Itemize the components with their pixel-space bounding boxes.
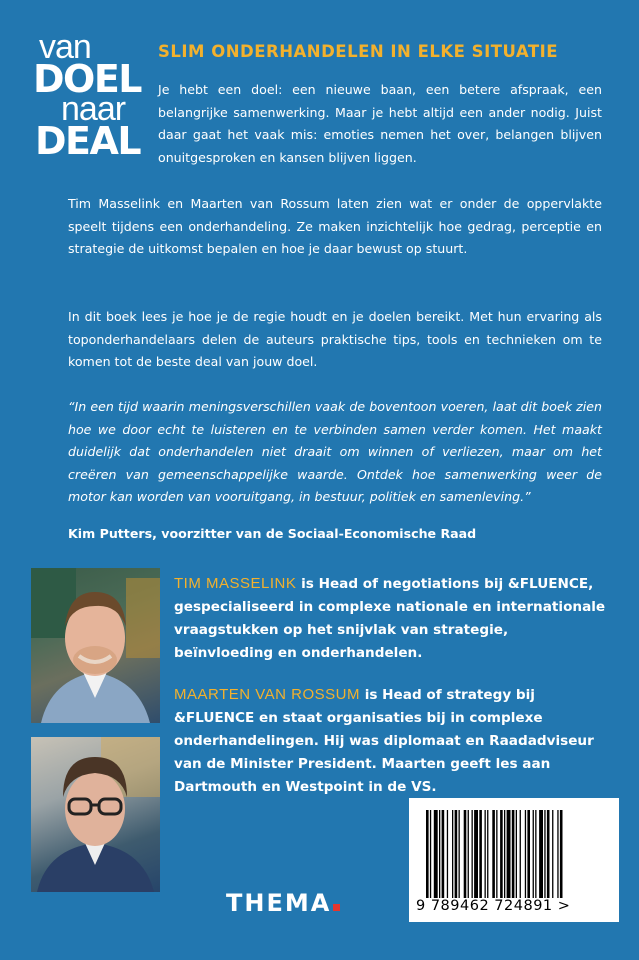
author-bio-text: is Head of negotiations bij &FLUENCE, gespecialiseerd in complexe nationale en internationale vraagstukken op het snijvlak van strategie, beïnvloeding en onderhandelen. bbox=[174, 576, 606, 661]
headline: SLIM ONDERHANDELEN IN ELKE SITUATIE bbox=[158, 42, 559, 61]
book-logo bbox=[33, 28, 151, 163]
logo-word-van: van bbox=[39, 28, 91, 66]
logo-word-doel: DOEL bbox=[33, 57, 142, 101]
author-name: TIM MASSELINK bbox=[174, 575, 297, 592]
author-name: MAARTEN VAN ROSSUM bbox=[174, 686, 360, 703]
body-paragraph-1: Tim Masselink en Maarten van Rossum laten zien wat er onder de oppervlakte speelt tijdens een onderhandeling. Ze maken inzichtelijk hoe gedrag, perceptie en strategie de uitkomst bepalen en hoe je daar bewust op stuurt. bbox=[68, 196, 602, 256]
portrait-illustration-2 bbox=[31, 737, 160, 892]
publisher-name: THEMA bbox=[226, 889, 332, 917]
publisher-logo-dot bbox=[333, 904, 340, 911]
isbn-barcode bbox=[409, 798, 619, 922]
logo-word-deal: DEAL bbox=[35, 119, 141, 163]
author-bio-tim-masselink bbox=[174, 572, 606, 665]
isbn-number: 9 789462 724891 > bbox=[416, 898, 571, 914]
barcode-bars bbox=[426, 810, 604, 898]
publisher-logo bbox=[226, 889, 340, 917]
author-bio-maarten-van-rossum bbox=[174, 683, 606, 799]
author-photo-maarten-van-rossum bbox=[31, 737, 160, 892]
endorsement-quote: “In een tijd waarin meningsverschillen vaak de boventoon voeren, laat dit boek zien hoe we door echt te luisteren en te verbinden samen verder komen. Het maakt duidelijk dat onderhandelen niet draait om winnen of verliezen, maar om het creëren van gemeenschappelijke waarde. Ontdek hoe samenwerking weer de motor kan worden van vooruitgang, in bestuur, politiek en samenleving.” bbox=[68, 399, 602, 504]
quote-attribution: Kim Putters, voorzitter van de Sociaal-Economische Raad bbox=[68, 526, 477, 541]
portrait-illustration-1 bbox=[31, 568, 160, 723]
body-paragraph-2: In dit boek lees je hoe je de regie houdt en je doelen bereikt. Met hun ervaring als toponderhandelaars delen de auteurs praktische tips, tools en technieken om te komen tot de beste deal van jouw doel. bbox=[68, 309, 602, 369]
intro-paragraph: Je hebt een doel: een nieuwe baan, een betere afspraak, een belangrijke samenwerking. Maar je hebt altijd een ander nodig. Juist daar gaat het vaak mis: emoties nemen het over, belangen blijven onuitgesproken en kansen blijven liggen. bbox=[158, 82, 602, 165]
logo-word-naar: naar bbox=[61, 90, 126, 128]
author-photo-tim-masselink bbox=[31, 568, 160, 723]
author-bio-text: is Head of strategy bij &FLUENCE en staat organisaties bij in complexe onderhandelingen. Hij was diplomaat en Raadadviseur van de Minister President. Maarten geeft les aan Dartmouth en Westpoint in de VS. bbox=[174, 687, 594, 795]
